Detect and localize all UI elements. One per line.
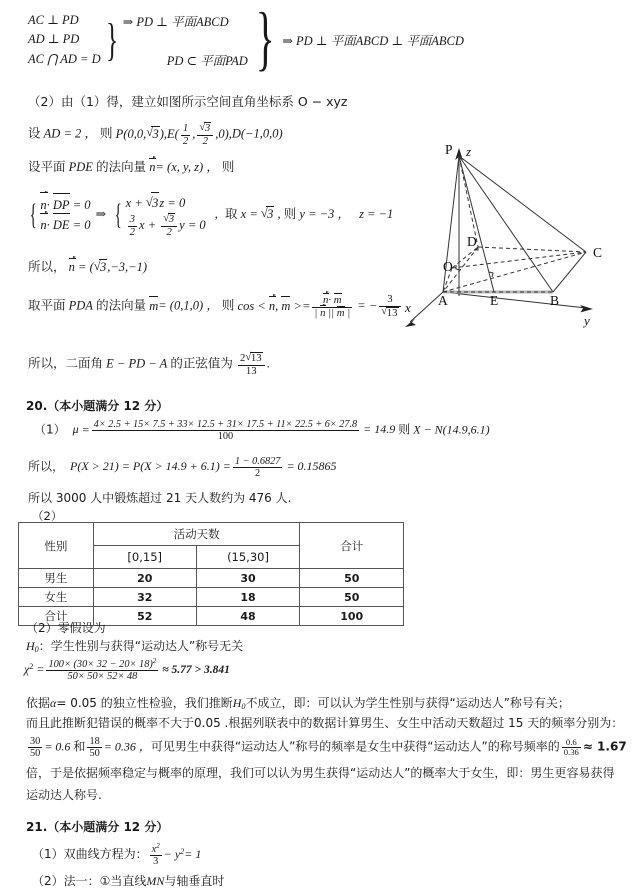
para2-text: 而且此推断犯错误的概率不大于0.05 .根据列联表中的数据计算男生、女生中活动天数超过 15 天的频率分别为： xyxy=(26,716,624,730)
problem-21-part2 xyxy=(32,872,224,889)
chi-numerator-sup: 2 xyxy=(152,657,157,665)
p21-line-mn: MN xyxy=(146,874,165,888)
proof-block xyxy=(28,0,464,78)
table-subheader-1: (15,30] xyxy=(196,546,300,569)
p21-part2-tail: 与轴垂直时 xyxy=(164,874,225,888)
cell-1-1: 18 xyxy=(196,588,300,607)
alpha-symbol: α xyxy=(50,696,57,710)
proof-condition-1: AC ⊥ PD xyxy=(28,12,79,27)
cases-left: { n· DP = 0 n· DE = 0 xyxy=(26,195,91,236)
part1-label: （1） xyxy=(34,422,66,437)
p21-part1-label: （1） xyxy=(32,847,64,862)
mu-numerator: 4× 2.5 + 15× 7.5 + 33× 12.5 + 31× 17.5 + 11× 22.5 + 6× 27.8 xyxy=(93,419,358,430)
hyperbola-num: x xyxy=(151,843,157,855)
proof-implies-1: ⇒ PD ⊥ 平面ABCD xyxy=(122,14,229,29)
final-reasoning-line-2 xyxy=(26,786,102,803)
proof-condition-2: AD ⊥ PD xyxy=(28,32,80,47)
final-answer-line xyxy=(28,352,270,377)
hyperbola-rest-sup: 2 xyxy=(180,846,185,856)
cos-fraction: $\frac{n\cdot m}{| n || m |}$ xyxy=(314,294,351,319)
diagram-label-x: x xyxy=(405,300,411,315)
set-ad-ze: 则 xyxy=(100,125,113,141)
problem-21-part1 xyxy=(32,843,201,867)
table-header-group: 活动天数 xyxy=(93,523,300,546)
cell-1-total: 50 xyxy=(300,588,404,607)
cell-0-0: 20 xyxy=(93,569,196,588)
freq-female-den: 50 xyxy=(89,748,100,760)
null-hypothesis-lead-text: 零假设为 xyxy=(57,621,106,635)
mu-result: = 14.9 xyxy=(363,422,396,437)
freq-male-num: 30 xyxy=(30,736,41,747)
chi-numerator: 100× (30× 32 − 20× 18) xyxy=(48,658,153,670)
diagram-label-y: y xyxy=(584,313,590,328)
chi-denominator: 50× 50× 52× 48 xyxy=(46,670,158,682)
set-ad-var: AD xyxy=(43,126,61,141)
vector-n-symbol: n xyxy=(68,260,75,274)
cell-2-total: 100 xyxy=(300,607,404,626)
point-E-coords: E( $\frac{1}{2}$ , √ $\frac{3}{2}$ ,0), xyxy=(167,127,232,141)
vector-n-value: = ( √ 3,−3,−1) xyxy=(75,260,147,274)
diagram-vertex-C: C xyxy=(593,245,603,260)
set-ad-line xyxy=(28,122,283,147)
chi-square-formula: $\chi^2$ = $\frac{100\times (30\times 32 - 20\times 18)^2}{50\times 50\times 52\times 48}$ ≈ 5.77 > 3.841 xyxy=(24,657,230,682)
freq-female-fraction xyxy=(87,736,101,759)
prob-result: = 0.15865 xyxy=(286,459,337,474)
cos-expression: cos < n, m >= xyxy=(237,298,311,313)
cell-2-0: 52 xyxy=(93,607,196,626)
cos-angle-line xyxy=(28,294,403,319)
para1-h0-sub: 0 xyxy=(241,701,246,711)
diagram-vertex-P: P xyxy=(445,142,453,157)
freq-mid-text: 可见男生中获得“运动达人”称号的频率是女生中获得“运动达人”的称号频率的 xyxy=(150,739,560,754)
take-x-value: x = √ 3 , xyxy=(241,207,281,221)
prob-denominator: 2 xyxy=(233,467,283,479)
implies-arrow: ⇒ xyxy=(95,207,107,222)
p21-part2-text: 法一：①当直线 xyxy=(63,874,147,888)
mu-denominator: 100 xyxy=(92,430,359,442)
freq-female-eq: = 0.36 ， xyxy=(103,739,151,754)
para5-text: 运动达人称号. xyxy=(26,788,102,802)
final-period: . xyxy=(266,356,270,371)
vector-m-symbol: m xyxy=(149,298,159,313)
problem-20-conclusion xyxy=(28,489,291,506)
contingency-table xyxy=(18,522,404,623)
hyperbola-rest: − y xyxy=(163,847,181,862)
chi-result: ≈ 5.77 > 3.841 xyxy=(162,664,230,677)
mu-ze: 则 xyxy=(398,422,411,437)
brace-icon-left: { xyxy=(29,198,37,232)
proof-condition-3: AC ⋂ AD = D xyxy=(28,51,101,66)
equation-system xyxy=(26,192,393,238)
m-mid: 的法向量 xyxy=(96,297,147,313)
freq-ratio-den: 0.36 xyxy=(563,747,579,758)
cos-equals: = − xyxy=(354,298,378,313)
prob-expression: P(X > 21) = P(X > 14.9 + 6.1) = xyxy=(70,459,231,474)
cell-0-1: 30 xyxy=(196,569,300,588)
final-value-fraction: $\frac{2 √ 13}{13}$ xyxy=(238,352,265,377)
set-ad-prefix: 设 xyxy=(28,125,41,141)
prob-numerator: 1 − 0.6827 xyxy=(234,456,281,467)
para1-h0: H xyxy=(232,696,242,710)
freq-ratio-fraction xyxy=(562,738,581,758)
conclusion-text: 所以 3000 人中锻炼超过 21 天人数约为 476 人. xyxy=(28,491,292,505)
mu-distribution: X − N(14.9,6.1) xyxy=(413,422,490,437)
normal-mid: 的法向量 xyxy=(96,159,147,174)
point-D-coords: D(−1,0,0) xyxy=(231,126,283,141)
z-value: z = −1 xyxy=(359,207,394,222)
point-P-coords: P(0,0, √ 3), xyxy=(116,127,167,141)
row-label-0: 男生 xyxy=(19,569,94,588)
take-x-label: 取 xyxy=(225,206,238,222)
comma-1: , xyxy=(214,207,218,222)
final-mid: 的正弦值为 xyxy=(170,355,233,371)
diagram-vertex-A: A xyxy=(438,293,448,308)
problem-20-part1: （1） μ = $\frac{4\times 2.5 + 15\times 7.5 + 33\times 12.5 + 31\times 17.5 + 11\times 22.5 + 6\times 27.8}{100}$ = 14.9 则 X − N(14.9,6.1) xyxy=(34,419,490,443)
part2-label: （2） xyxy=(32,509,63,523)
hyperbola-den: 3 xyxy=(150,855,162,867)
probability-error-line xyxy=(26,714,623,731)
freq-ratio-num: 0.6 xyxy=(565,737,577,748)
table-row xyxy=(19,588,404,607)
cell-2-1: 48 xyxy=(196,607,300,626)
problem-20-title: （本小题满分 12 分） xyxy=(47,399,169,413)
freq-male-eq: = 0.6 xyxy=(44,739,71,754)
p21-part2-label: （2） xyxy=(32,874,64,888)
prob-prefix: 所以， xyxy=(28,459,65,474)
freq-and: 和 xyxy=(73,739,86,754)
problem-21-number: 21. xyxy=(26,820,48,834)
chi-fraction xyxy=(46,658,158,682)
hyperbola-fraction xyxy=(150,843,162,867)
m-prefix: 取平面 xyxy=(28,297,66,313)
diagram-vertex-D: D xyxy=(467,234,477,249)
prob-fraction xyxy=(233,456,283,479)
diagram-label-z: z xyxy=(466,144,472,159)
p21-part1-text: 双曲线方程为： xyxy=(63,847,148,862)
hyperbola-eq: = 1 xyxy=(184,847,202,862)
diagram-vertex-E: E xyxy=(490,293,499,308)
m-ze: 则 xyxy=(221,297,235,313)
cos-value-fraction: 3 √ 13 xyxy=(379,294,400,319)
brace-icon-2: } xyxy=(255,0,275,78)
normal-eq: = (x, y, z) ， xyxy=(155,160,219,174)
table-row xyxy=(19,569,404,588)
row-label-1: 女生 xyxy=(19,588,94,607)
part2-lead-text: （2）由（1）得，建立如图所示空间直角坐标系 O − xyz xyxy=(28,94,348,109)
proof-condition-4: PD ⊂ 平面PAD xyxy=(166,53,248,68)
pyramid-3d-coordinate-diagram xyxy=(400,100,639,350)
normal-ze: 则 xyxy=(221,159,235,174)
chi-symbol: χ xyxy=(24,662,30,677)
final-reasoning-line xyxy=(26,764,614,781)
y-value: y = −3 ， xyxy=(299,207,350,222)
para1-b: = 0.05 的独立性检验，我们推断 xyxy=(56,696,233,710)
mu-symbol: μ xyxy=(72,422,79,437)
table-header-row-1 xyxy=(19,523,404,546)
part2-lead-line xyxy=(28,92,348,110)
chi-superscript: 2 xyxy=(29,661,34,671)
hyperbola-num-sup: 2 xyxy=(156,842,160,850)
freq-male-den: 50 xyxy=(30,748,41,760)
table-header-gender: 性别 xyxy=(19,523,94,569)
cell-1-0: 32 xyxy=(93,588,196,607)
cell-0-total: 50 xyxy=(300,569,404,588)
normal-plane-name: PDE xyxy=(68,160,93,174)
null-hypothesis-lead xyxy=(26,619,106,636)
proof-implies-2: ⇒ PD ⊥ 平面ABCD ⊥ 平面ABCD xyxy=(282,34,464,48)
m-eq: = (0,1,0) ， xyxy=(158,298,219,313)
frequency-comparison-line xyxy=(26,736,627,759)
h0-subscript: 0 xyxy=(34,644,39,654)
normal-vector-line xyxy=(28,157,234,175)
result-n-prefix: 所以， xyxy=(28,259,66,274)
para4-text: 倍，于是依据频率稳定与概率的原理，我们可以认为男生获得“运动达人”的概率大于女生，即：男生更容易获得 xyxy=(26,766,615,780)
brace-icon-right: { xyxy=(114,198,123,232)
table-subheader-0: [0,15] xyxy=(93,546,196,569)
mu-fraction xyxy=(92,419,359,442)
result-n-line xyxy=(28,257,147,275)
freq-male-fraction xyxy=(28,736,42,759)
h0-symbol: H xyxy=(26,639,35,653)
m-plane-name: PDA xyxy=(68,298,93,313)
para1-a: 依据 xyxy=(26,696,51,710)
problem-20-heading xyxy=(26,397,168,414)
part2b-label: （2） xyxy=(26,621,58,635)
row-label-2: 合计 xyxy=(19,607,94,626)
h0-text: ：学生性别与获得“运动达人”称号无关 xyxy=(38,639,244,653)
problem-21-title: （本小题满分 12 分） xyxy=(47,820,169,834)
brace-icon-1: } xyxy=(105,14,118,65)
normal-vector-n: n xyxy=(149,160,156,174)
diagram-vertex-O: O xyxy=(443,259,453,274)
hypothesis-h0 xyxy=(26,637,243,654)
problem-20-probability xyxy=(28,456,337,479)
set-ad-eq: = 2 ， xyxy=(63,126,97,141)
freq-ratio-approx: ≈ 1.67 xyxy=(582,739,627,754)
table-header-total: 合计 xyxy=(300,523,404,569)
problem-21-heading xyxy=(26,818,168,835)
final-prefix: 所以，二面角 xyxy=(28,355,104,371)
normal-prefix: 设平面 xyxy=(28,159,66,174)
problem-20-number: 20. xyxy=(26,399,48,413)
final-dihedral-angle: E − PD − A xyxy=(106,356,168,371)
cases-right: { x + √ 3z = 0 $\frac{3}{2}$ x + √ $\frac{3}{2}$ y = 0 xyxy=(111,192,205,238)
freq-female-num: 18 xyxy=(89,736,100,747)
hypothesis-conclusion-line xyxy=(26,694,570,711)
diagram-vertex-B: B xyxy=(550,293,560,308)
then-label: 则 xyxy=(283,206,297,222)
para1-c: 不成立，即：可以认为学生性别与获得“运动达人”称号有关； xyxy=(245,696,570,710)
